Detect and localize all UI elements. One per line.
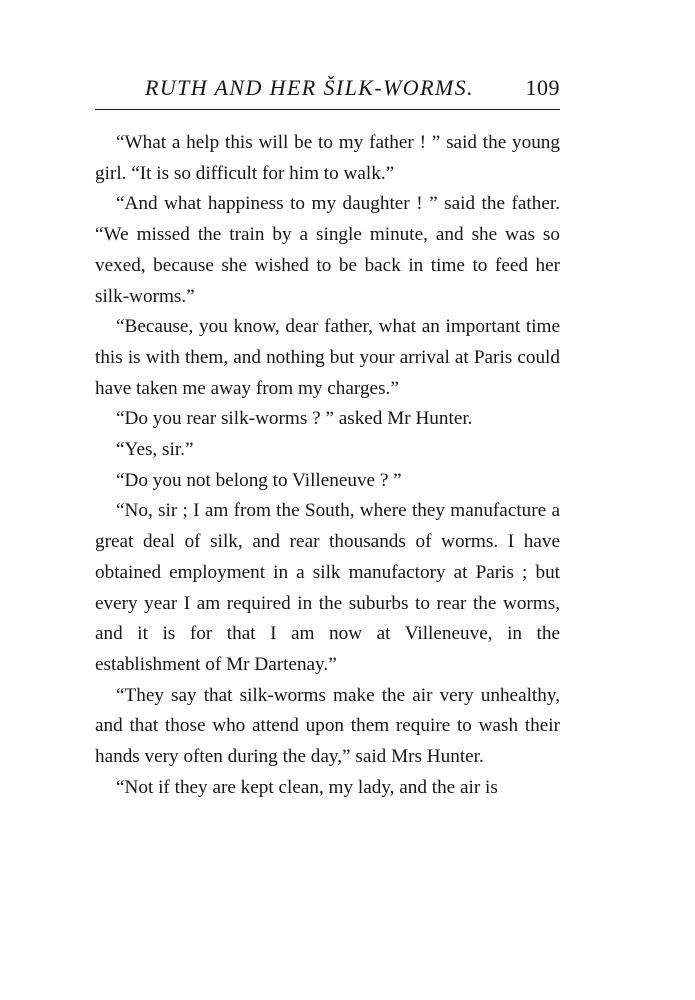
page-number: 109 xyxy=(525,75,560,100)
header-rule xyxy=(95,109,560,110)
paragraph: “What a help this will be to my father ! ” said the young girl. “It is so difficult for him to walk.” xyxy=(95,132,560,184)
paragraph: “Do you not belong to Villeneuve ? ” xyxy=(116,469,402,491)
body-text xyxy=(95,128,560,803)
paragraph: “No, sir ; I am from the South, where they manufacture a great deal of silk, and rear thousands of worms. I have obtained employment in a silk manufactory at Paris ; but every year I am required in the suburbs to rear the worms, and it is for that I am now at Villeneuve, in the establishment of Mr Dartenay.” xyxy=(95,500,560,675)
paragraph: “Yes, sir.” xyxy=(116,439,194,461)
paragraph: “Because, you know, dear father, what an important time this is with them, and nothing but your arrival at Paris could have taken me away from my charges.” xyxy=(95,316,560,399)
paragraph: “Not if they are kept clean, my lady, and the air is xyxy=(116,776,498,798)
paragraph: “Do you rear silk-worms ? ” asked Mr Hunter. xyxy=(116,408,473,430)
running-title: RUTH AND HER ŠILK-WORMS. xyxy=(145,75,474,100)
running-header xyxy=(95,72,560,104)
paragraph: “And what happiness to my daughter ! ” said the father. “We missed the train by a single minute, and she was so vexed, because she wished to be back in time to feed her silk-worms.” xyxy=(95,193,560,307)
paragraph: “They say that silk-worms make the air very unhealthy, and that those who attend upon them require to wash their hands very often during the day,” said Mrs Hunter. xyxy=(95,684,560,768)
